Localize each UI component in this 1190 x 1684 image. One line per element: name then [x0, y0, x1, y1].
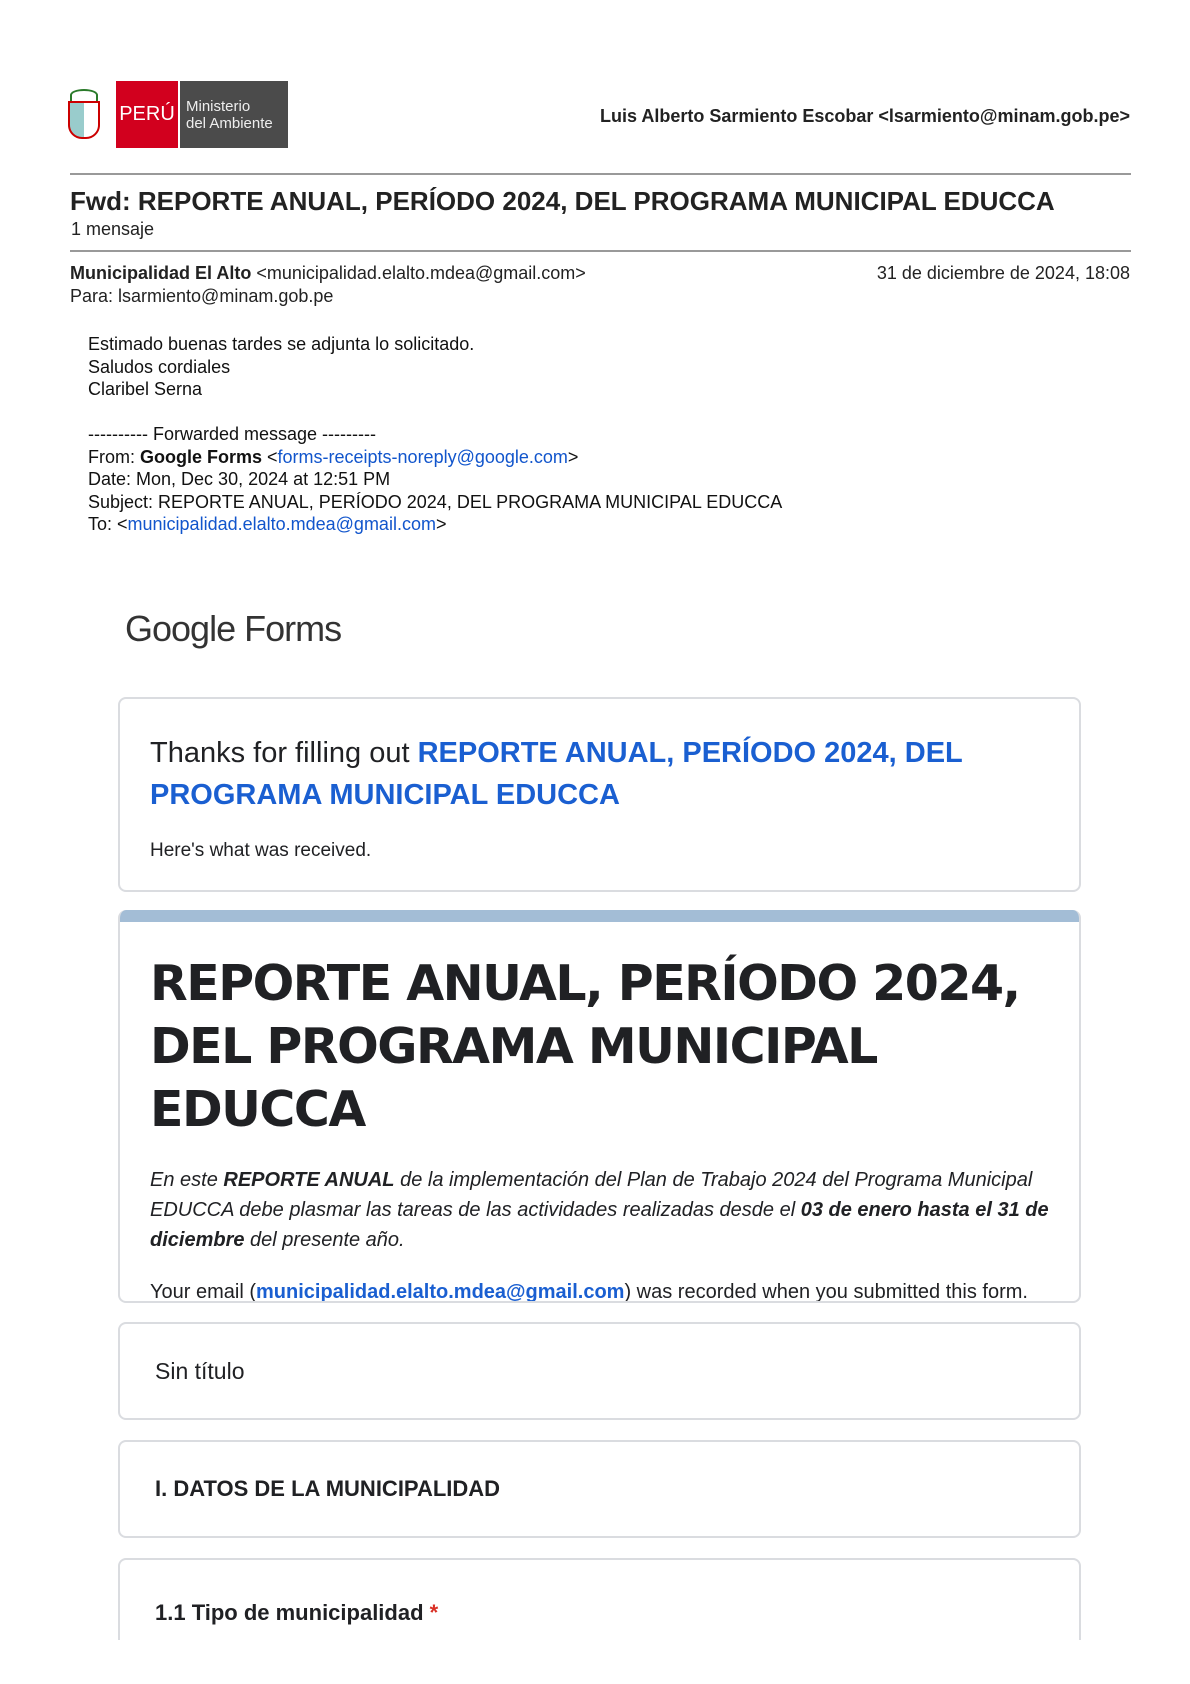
respondent-email-link[interactable]: municipalidad.elalto.mdea@gmail.com [255, 1281, 625, 1303]
message-count: 1 mensaje [71, 219, 155, 239]
desc-bold: 03 de enero hasta el 31 de diciembre [150, 1199, 1049, 1251]
form-description [150, 1165, 1049, 1255]
form-name-link[interactable]: REPORTE ANUAL, PERÍODO 2024, DEL PROGRAMA MUNICIPAL EDUCCA [150, 737, 963, 811]
logo-line1: Ministerio [186, 97, 251, 115]
account-name: Luis Alberto Sarmiento Escobar <lsarmiento@minam.gob.pe> [599, 106, 1130, 126]
message-date: 31 de diciembre de 2024, 18:08 [876, 263, 1130, 283]
forwarded-date: Date: Mon, Dec 30, 2024 at 12:51 PM [88, 469, 391, 489]
label: To: [88, 514, 118, 534]
peru-coat-of-arms-icon [60, 85, 104, 145]
thread-subject: Fwd: REPORTE ANUAL, PERÍODO 2024, DEL PROGRAMA MUNICIPAL EDUCCA [70, 186, 1055, 216]
forwarded-from-name: Google Forms [140, 446, 263, 467]
desc-text: del presente año. [244, 1229, 405, 1251]
logo-line2: del Ambiente [186, 114, 273, 132]
question-label: 1.1 Tipo de municipalidad [155, 1600, 424, 1625]
form-title: REPORTE ANUAL, PERÍODO 2024, DEL PROGRAMA MUNICIPAL EDUCCA [150, 955, 1020, 1138]
desc-text: de la implementación del Plan de Trabajo 2024 del Programa Municipal EDUCCA debe plasmar las tareas de las actividades realizadas desde el [150, 1169, 1033, 1221]
required-asterisk: * [429, 1600, 439, 1625]
email-prefix: Your email ( [150, 1281, 256, 1303]
section-datos-municipalidad: I. DATOS DE LA MUNICIPALIDAD [118, 1440, 1081, 1538]
desc-text: En este [150, 1169, 224, 1191]
body-line: Estimado buenas tardes se adjunta lo solicitado. [88, 334, 475, 354]
section-untitled: Sin título [118, 1322, 1081, 1420]
logo-country: PERÚ [116, 81, 178, 148]
body-line: Saludos cordiales [88, 356, 231, 377]
header-accent-bar [118, 910, 1081, 922]
thanks-card [118, 697, 1081, 892]
forwarded-header: ---------- Forwarded message --------- [88, 424, 376, 444]
received-text: Here's what was received. [150, 840, 372, 861]
desc-bold: REPORTE ANUAL [223, 1169, 395, 1191]
sender-email: <municipalidad.elalto.mdea@gmail.com> [256, 263, 586, 283]
minam-logo [60, 81, 288, 148]
label: From: [88, 446, 140, 467]
divider [70, 250, 1131, 252]
forwarded-from-email-link[interactable]: forms-receipts-noreply@google.com [277, 446, 568, 467]
recipient: Para: lsarmiento@minam.gob.pe [70, 286, 334, 306]
logo-ministry [178, 81, 288, 148]
form-header-card [118, 910, 1081, 1303]
sender [70, 263, 586, 284]
forwarded-subject: Subject: REPORTE ANUAL, PERÍODO 2024, DEL PROGRAMA MUNICIPAL EDUCCA [88, 491, 783, 512]
forwarded-to: To: <municipalidad.elalto.mdea@gmail.com> [88, 514, 447, 534]
message-body [88, 333, 782, 536]
forwarded-from: From: Google Forms <forms-receipts-noreply@google.com> [88, 446, 579, 467]
email-suffix: ) was recorded when you submitted this form. [624, 1281, 1028, 1303]
thanks-heading [150, 732, 1049, 816]
sender-name: Municipalidad El Alto [70, 263, 252, 283]
divider [70, 173, 1131, 175]
google-forms-logo: Google Forms [125, 608, 342, 649]
forwarded-to-email-link[interactable]: municipalidad.elalto.mdea@gmail.com [127, 514, 436, 534]
email-recorded-note [150, 1277, 1049, 1303]
page-bottom-margin [0, 1640, 1190, 1684]
thanks-prefix: Thanks for filling out [150, 737, 418, 769]
body-line: Claribel Serna [88, 379, 203, 399]
